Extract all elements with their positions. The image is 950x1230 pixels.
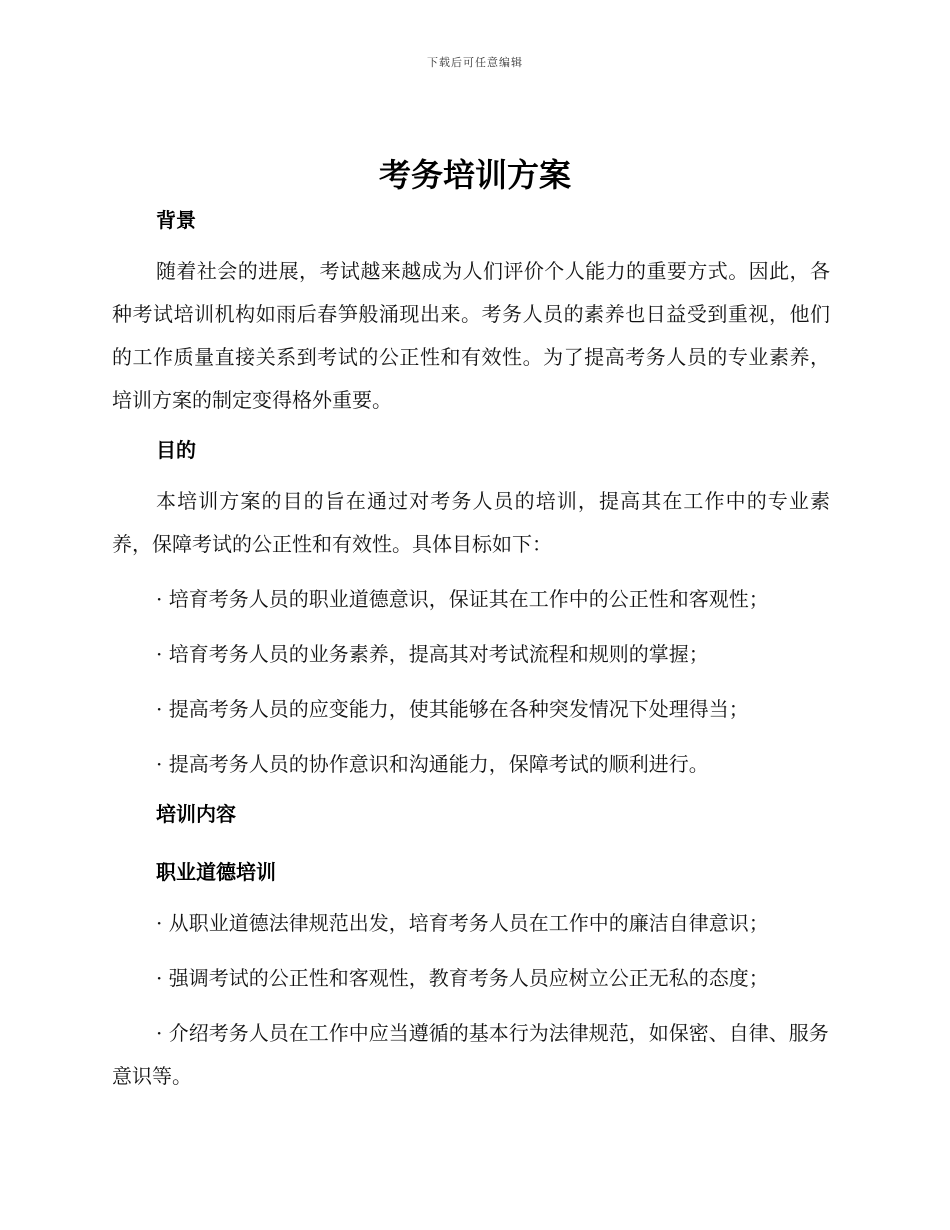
paragraph-purpose: 本培训方案的目的旨在通过对考务人员的培训，提高其在工作中的专业素养，保障考试的公正性和有效性。具体目标如下： [112,489,830,556]
document-body [112,204,830,1098]
subsection-heading-ethics: 职业道德培训 [156,860,276,884]
paragraph-background: 随着社会的进展，考试越来越成为人们评价个人能力的重要方式。因此，各种考试培训机构如雨后春笋般涌现出来。考务人员的素养也日益受到重视，他们的工作质量直接关系到考试的公正性和有效性。为了提高考务人员的专业素养，培训方案的制定变得格外重要。 [112,259,830,412]
list-item: · 介绍考务人员在工作中应当遵循的基本行为法律规范，如保密、自律、服务意识等。 [112,1021,829,1088]
list-item: · 提高考务人员的协作意识和沟通能力，保障考试的顺利进行。 [156,752,709,776]
page-header-note: 下载后可任意编辑 [427,56,523,69]
document-title: 考务培训方案 [378,156,571,194]
section-heading-content: 培训内容 [156,802,236,826]
list-item: · 培育考务人员的职业道德意识，保证其在工作中的公正性和客观性； [156,587,769,611]
list-item: · 提高考务人员的应变能力，使其能够在各种突发情况下处理得当； [156,697,749,721]
section-heading-background: 背景 [156,208,196,232]
list-item: · 强调考试的公正性和客观性，教育考务人员应树立公正无私的态度； [156,966,769,990]
section-heading-purpose: 目的 [156,438,196,462]
list-item: · 从职业道德法律规范出发，培育考务人员在工作中的廉洁自律意识； [156,911,769,935]
list-item: · 培育考务人员的业务素养，提高其对考试流程和规则的掌握； [156,642,709,666]
